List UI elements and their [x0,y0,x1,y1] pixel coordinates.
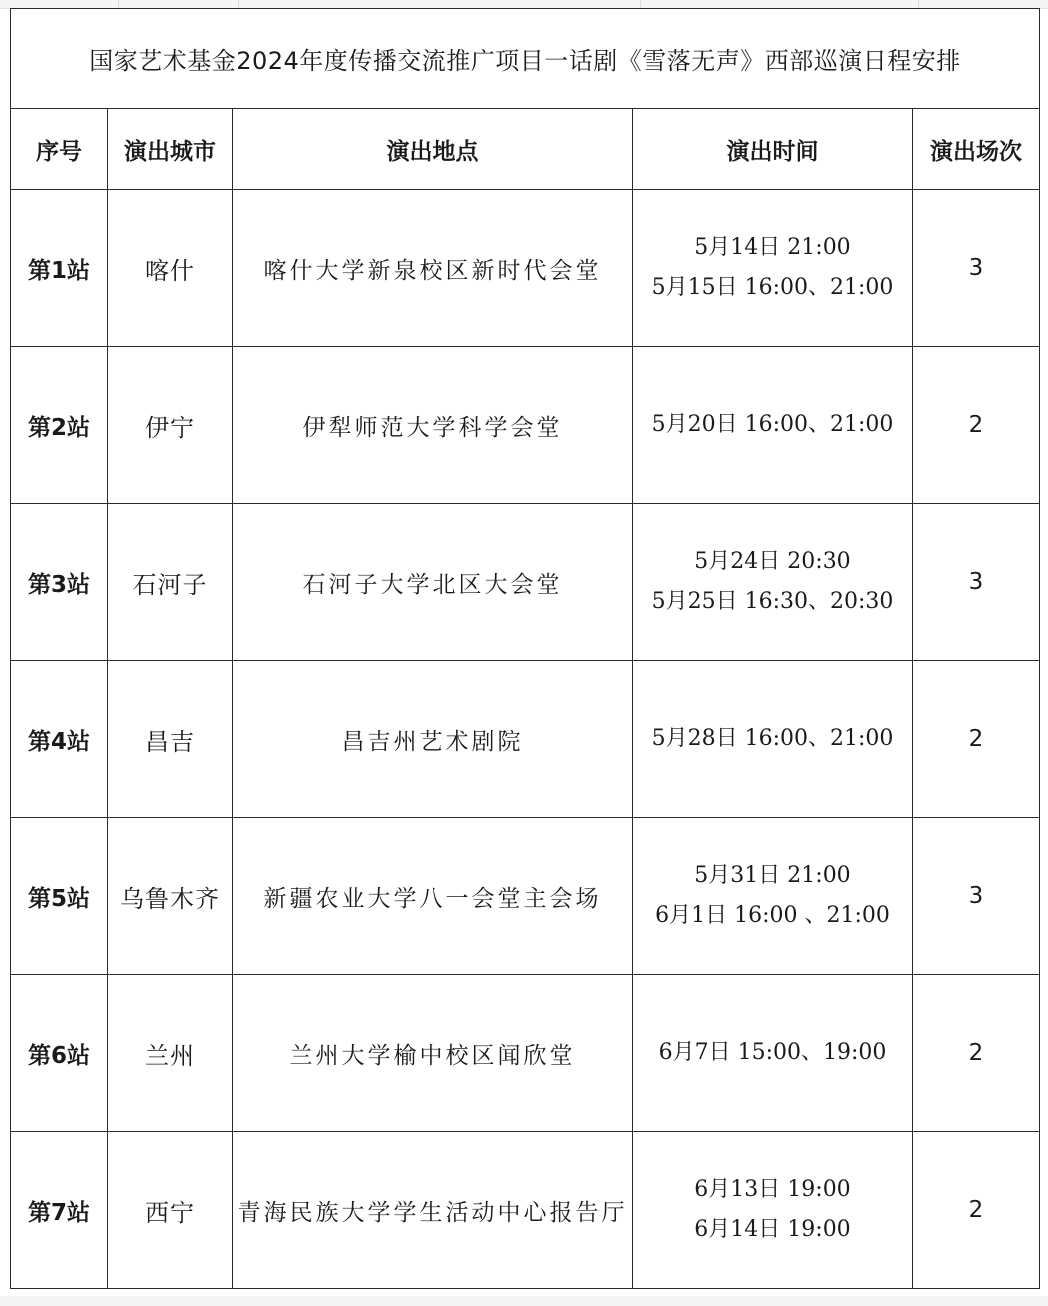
cell-stop-no: 第6站 [11,975,108,1132]
cell-venue: 喀什大学新泉校区新时代会堂 [233,190,633,347]
cell-time [633,818,913,975]
time-line: 6月13日 19:00 [694,1177,851,1202]
cell-stop-no: 第7站 [11,1132,108,1289]
cell-stop-no: 第2站 [11,347,108,504]
time-line: 5月24日 20:30 [694,549,851,574]
cell-city: 石河子 [108,504,233,661]
cell-venue: 新疆农业大学八一会堂主会场 [233,818,633,975]
cell-city: 乌鲁木齐 [108,818,233,975]
cell-count: 3 [913,190,1040,347]
time-line: 5月25日 16:30、20:30 [651,589,894,614]
cell-stop-no: 第1站 [11,190,108,347]
cell-stop-no: 第3站 [11,504,108,661]
cell-count: 2 [913,1132,1040,1289]
cell-time [633,1132,913,1289]
cell-count: 2 [913,347,1040,504]
table-row [11,347,1040,504]
table-row [11,661,1040,818]
cell-venue: 兰州大学榆中校区闻欣堂 [233,975,633,1132]
schedule-table [10,8,1040,1289]
cell-city: 昌吉 [108,661,233,818]
header-no: 序号 [11,109,108,190]
table-title: 国家艺术基金2024年度传播交流推广项目一话剧《雪落无声》西部巡演日程安排 [11,9,1040,109]
time-line: 6月7日 15:00、19:00 [658,1040,887,1065]
header-count: 演出场次 [913,109,1040,190]
cell-venue: 昌吉州艺术剧院 [233,661,633,818]
time-line: 5月14日 21:00 [694,235,851,260]
cell-city: 喀什 [108,190,233,347]
header-city: 演出城市 [108,109,233,190]
cell-city: 西宁 [108,1132,233,1289]
header-time: 演出时间 [633,109,913,190]
time-line: 5月31日 21:00 [694,863,851,888]
time-line: 5月20日 16:00、21:00 [651,412,894,437]
cell-time [633,661,913,818]
time-line: 6月1日 16:00 、21:00 [655,903,890,928]
header-venue: 演出地点 [233,109,633,190]
table-row [11,818,1040,975]
cell-count: 3 [913,504,1040,661]
table-row [11,1132,1040,1289]
cell-count: 3 [913,818,1040,975]
cell-city: 伊宁 [108,347,233,504]
table-row [11,504,1040,661]
cell-venue: 青海民族大学学生活动中心报告厅 [233,1132,633,1289]
header-row [11,109,1040,190]
spreadsheet-bottom-strip [0,1296,1048,1306]
table-row [11,190,1040,347]
cell-time [633,975,913,1132]
cell-count: 2 [913,975,1040,1132]
cell-venue: 石河子大学北区大会堂 [233,504,633,661]
time-line: 5月28日 16:00、21:00 [651,726,894,751]
cell-time [633,504,913,661]
cell-time [633,190,913,347]
cell-time [633,347,913,504]
title-row [11,9,1040,109]
cell-stop-no: 第5站 [11,818,108,975]
cell-stop-no: 第4站 [11,661,108,818]
time-line: 6月14日 19:00 [694,1217,851,1242]
cell-count: 2 [913,661,1040,818]
cell-venue: 伊犁师范大学科学会堂 [233,347,633,504]
table-row [11,975,1040,1132]
time-line: 5月15日 16:00、21:00 [651,275,894,300]
cell-city: 兰州 [108,975,233,1132]
